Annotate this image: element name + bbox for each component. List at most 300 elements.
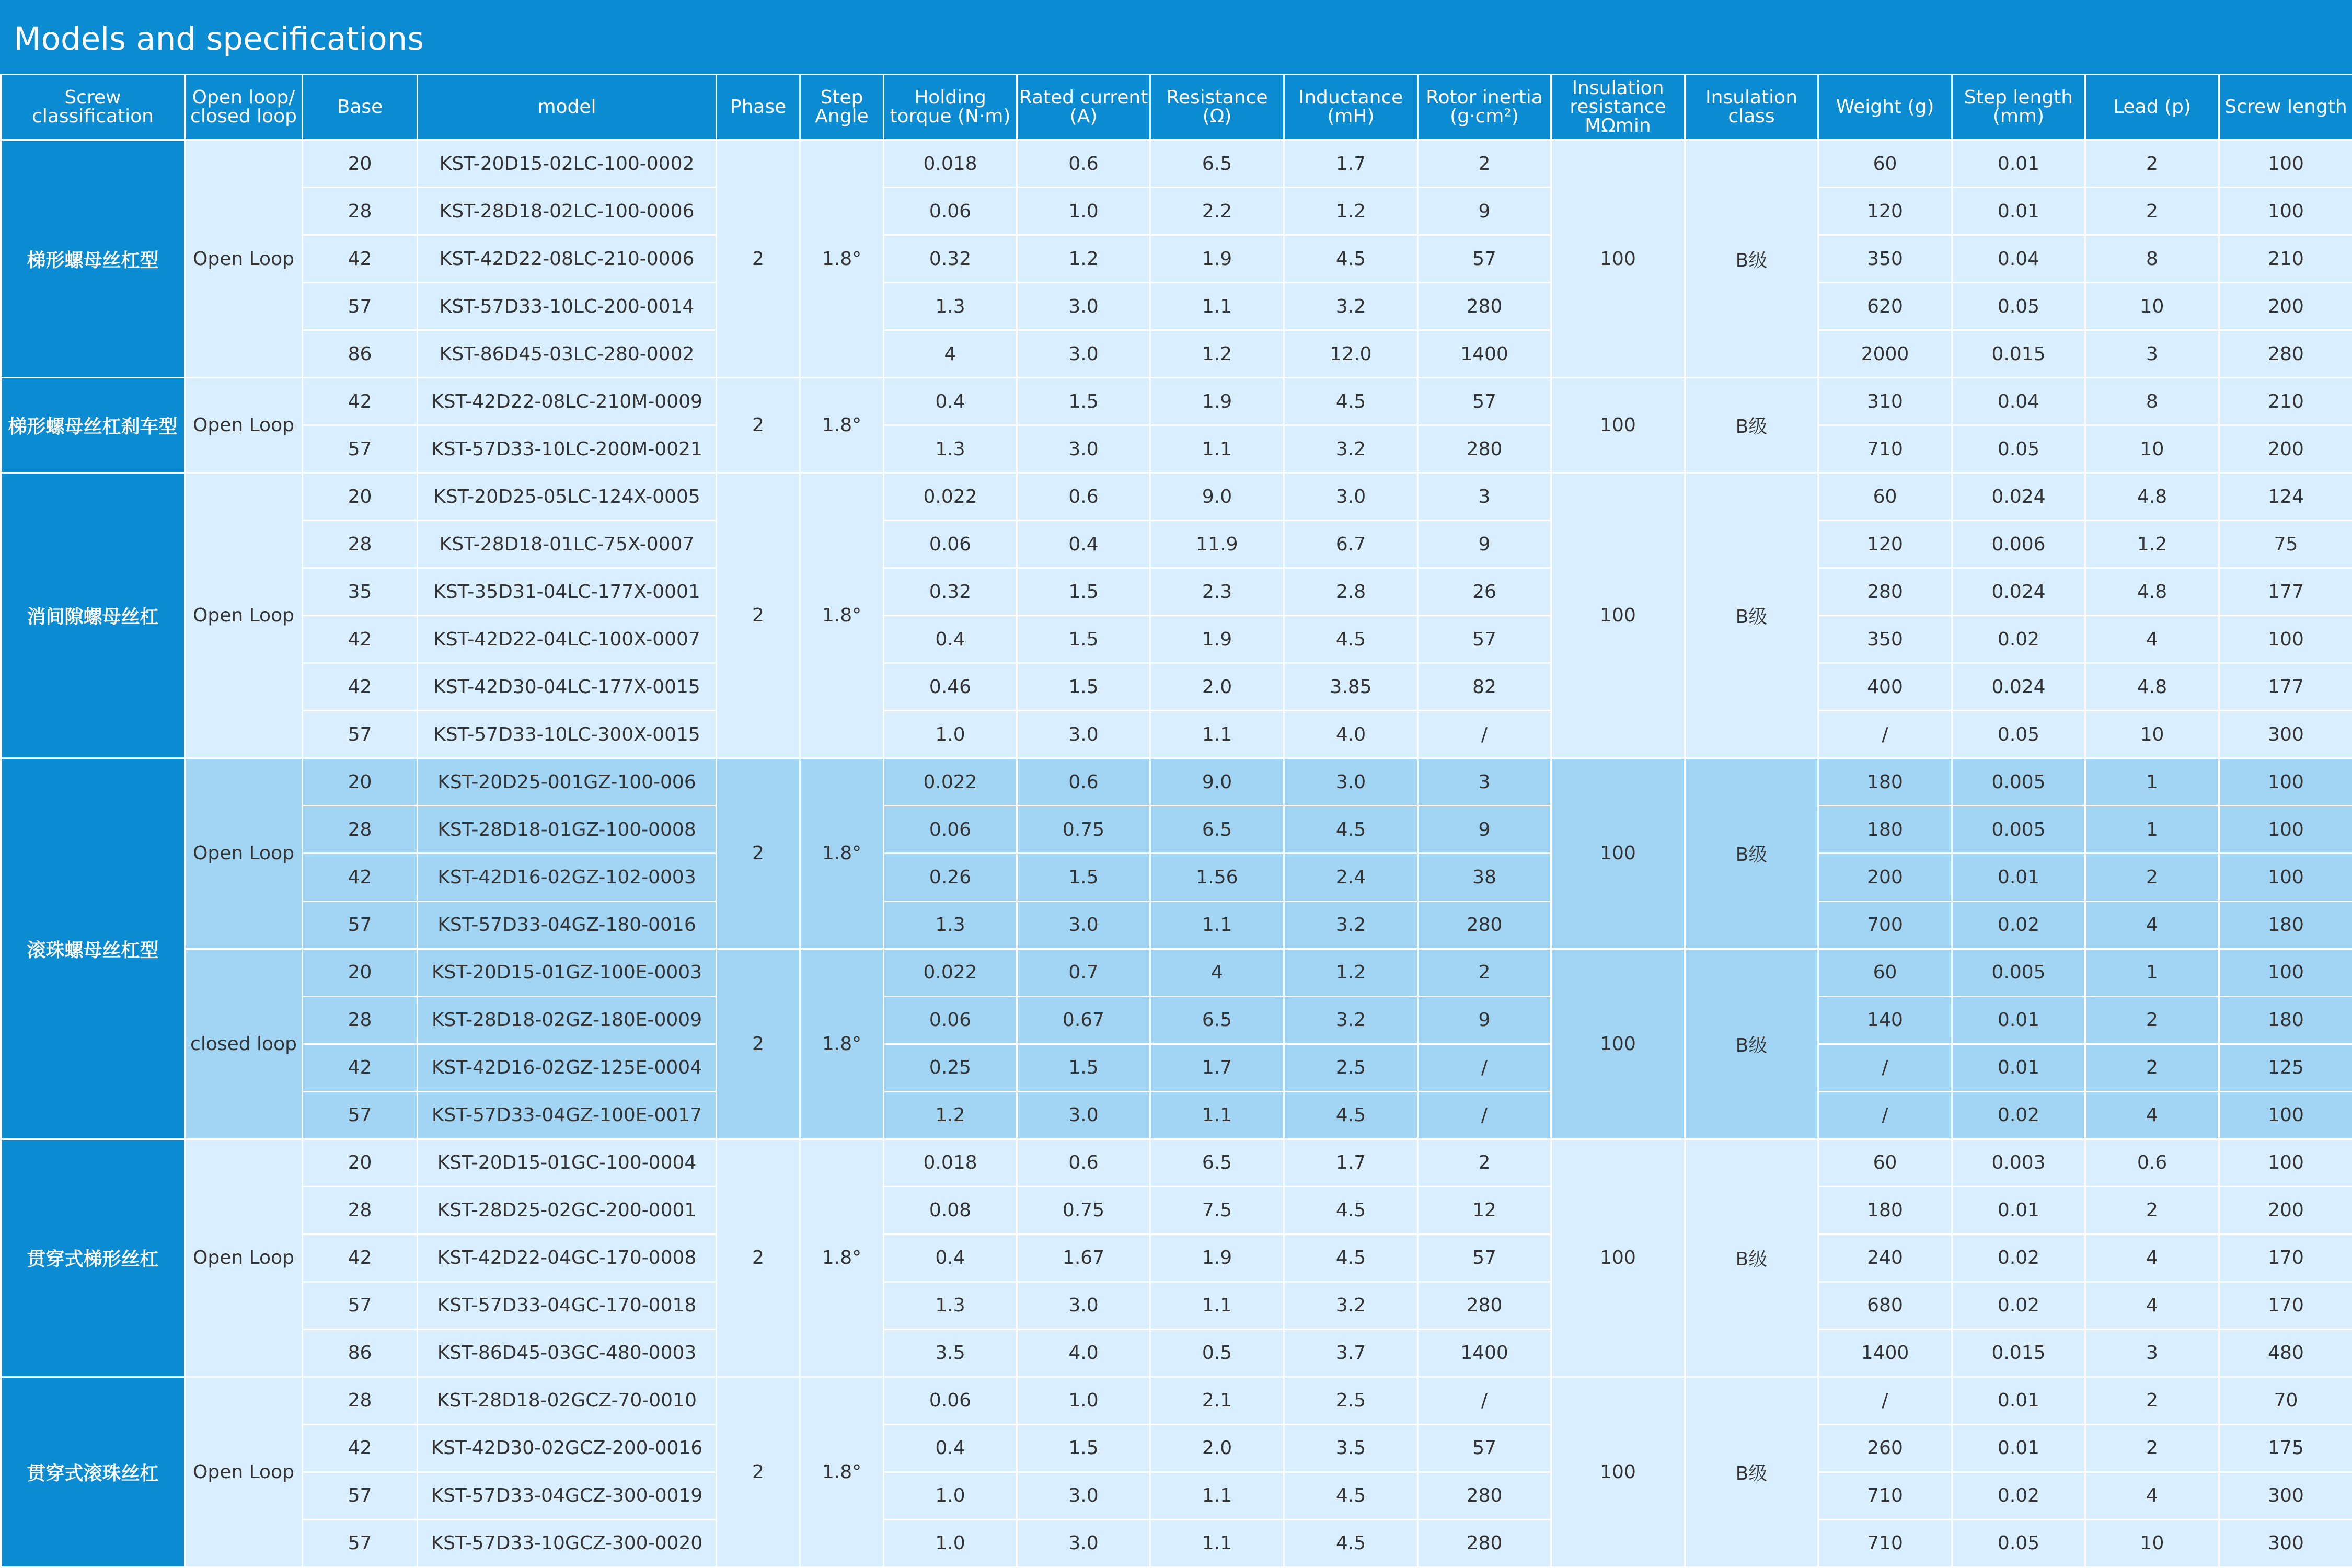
screw-length-cell: 300: [2219, 1519, 2352, 1567]
weight-cell: 1400: [1818, 1329, 1952, 1377]
weight-cell: 710: [1818, 425, 1952, 473]
lead-cell: 2: [2085, 1186, 2219, 1234]
loop-type-cell: Open Loop: [185, 378, 303, 473]
phase-cell: 2: [717, 473, 800, 758]
phase-cell: 2: [717, 949, 800, 1139]
model-cell: KST-20D25-001GZ-100-006: [418, 758, 717, 806]
step-length-cell: 0.015: [1952, 1329, 2085, 1377]
base-cell: 35: [303, 568, 418, 616]
table-row: [1, 616, 2352, 663]
step-length-cell: 0.005: [1952, 949, 2085, 996]
step-length-cell: 0.05: [1952, 283, 2085, 330]
step-angle-cell: 1.8°: [800, 378, 884, 473]
inductance-cell: 2.5: [1284, 1377, 1418, 1424]
rated-current-cell: 0.6: [1017, 758, 1150, 806]
step-length-cell: 0.006: [1952, 521, 2085, 568]
rated-current-cell: 1.5: [1017, 378, 1150, 425]
lead-cell: 2: [2085, 1044, 2219, 1091]
holding-torque-cell: 0.25: [884, 1044, 1017, 1091]
rated-current-cell: 3.0: [1017, 1472, 1150, 1519]
holding-torque-cell: 1.0: [884, 711, 1017, 758]
header-step-angle: Step Angle: [800, 75, 884, 140]
rated-current-cell: 3.0: [1017, 425, 1150, 473]
table-row: [1, 901, 2352, 949]
rotor-inertia-cell: 9: [1418, 521, 1551, 568]
screw-length-cell: 177: [2219, 663, 2352, 711]
inductance-cell: 3.85: [1284, 663, 1418, 711]
model-cell: KST-28D18-02LC-100-0006: [418, 188, 717, 235]
model-cell: KST-57D33-10LC-200M-0021: [418, 425, 717, 473]
inductance-cell: 3.5: [1284, 1424, 1418, 1472]
screw-length-cell: 124: [2219, 473, 2352, 521]
rated-current-cell: 1.5: [1017, 1424, 1150, 1472]
base-cell: 20: [303, 1139, 418, 1186]
model-cell: KST-20D15-01GC-100-0004: [418, 1139, 717, 1186]
weight-cell: 180: [1818, 758, 1952, 806]
header-model: model: [418, 75, 717, 140]
lead-cell: 8: [2085, 378, 2219, 425]
lead-cell: 1: [2085, 949, 2219, 996]
inductance-cell: 3.2: [1284, 996, 1418, 1044]
resistance-cell: 6.5: [1150, 806, 1284, 854]
model-cell: KST-20D25-05LC-124X-0005: [418, 473, 717, 521]
rotor-inertia-cell: 57: [1418, 378, 1551, 425]
rated-current-cell: 3.0: [1017, 283, 1150, 330]
step-length-cell: 0.05: [1952, 711, 2085, 758]
weight-cell: 60: [1818, 1139, 1952, 1186]
phase-cell: 2: [717, 378, 800, 473]
model-cell: KST-20D15-01GZ-100E-0003: [418, 949, 717, 996]
inductance-cell: 4.5: [1284, 1234, 1418, 1282]
holding-torque-cell: 0.018: [884, 140, 1017, 188]
rated-current-cell: 3.0: [1017, 901, 1150, 949]
lead-cell: 2: [2085, 1424, 2219, 1472]
step-length-cell: 0.04: [1952, 378, 2085, 425]
table-row: [1, 1139, 2352, 1186]
holding-torque-cell: 0.06: [884, 188, 1017, 235]
header-insulation-resistance: Insulation resistance MΩmin: [1551, 75, 1685, 140]
lead-cell: 2: [2085, 188, 2219, 235]
base-cell: 57: [303, 1472, 418, 1519]
weight-cell: 680: [1818, 1282, 1952, 1329]
holding-torque-cell: 0.018: [884, 1139, 1017, 1186]
base-cell: 57: [303, 283, 418, 330]
lead-cell: 1: [2085, 806, 2219, 854]
screw-length-cell: 100: [2219, 758, 2352, 806]
table-row: [1, 1377, 2352, 1424]
loop-type-cell: closed loop: [185, 949, 303, 1139]
table-row: [1, 1472, 2352, 1519]
step-length-cell: 0.04: [1952, 235, 2085, 283]
resistance-cell: 1.1: [1150, 1472, 1284, 1519]
resistance-cell: 2.0: [1150, 663, 1284, 711]
step-length-cell: 0.01: [1952, 140, 2085, 188]
holding-torque-cell: 1.3: [884, 283, 1017, 330]
rotor-inertia-cell: 1400: [1418, 1329, 1551, 1377]
step-length-cell: 0.003: [1952, 1139, 2085, 1186]
inductance-cell: 2.4: [1284, 854, 1418, 901]
weight-cell: 400: [1818, 663, 1952, 711]
insulation-resistance-cell: 100: [1551, 1139, 1685, 1377]
rated-current-cell: 0.7: [1017, 949, 1150, 996]
base-cell: 28: [303, 996, 418, 1044]
screw-length-cell: 200: [2219, 1186, 2352, 1234]
table-row: [1, 425, 2352, 473]
screw-length-cell: 300: [2219, 711, 2352, 758]
screw-length-cell: 480: [2219, 1329, 2352, 1377]
step-length-cell: 0.02: [1952, 1282, 2085, 1329]
screw-length-cell: 125: [2219, 1044, 2352, 1091]
resistance-cell: 1.1: [1150, 283, 1284, 330]
lead-cell: 4.8: [2085, 663, 2219, 711]
rated-current-cell: 3.0: [1017, 1091, 1150, 1139]
rotor-inertia-cell: /: [1418, 711, 1551, 758]
rated-current-cell: 0.6: [1017, 1139, 1150, 1186]
loop-type-cell: Open Loop: [185, 473, 303, 758]
holding-torque-cell: 0.26: [884, 854, 1017, 901]
rotor-inertia-cell: /: [1418, 1044, 1551, 1091]
holding-torque-cell: 1.0: [884, 1472, 1017, 1519]
resistance-cell: 11.9: [1150, 521, 1284, 568]
table-row: [1, 1091, 2352, 1139]
lead-cell: 10: [2085, 1519, 2219, 1567]
inductance-cell: 3.0: [1284, 473, 1418, 521]
inductance-cell: 4.0: [1284, 711, 1418, 758]
resistance-cell: 1.1: [1150, 1519, 1284, 1567]
header-rotor-inertia: Rotor inertia (g·cm²): [1418, 75, 1551, 140]
lead-cell: 4: [2085, 1282, 2219, 1329]
screw-length-cell: 200: [2219, 425, 2352, 473]
lead-cell: 10: [2085, 283, 2219, 330]
table-row: [1, 1329, 2352, 1377]
base-cell: 20: [303, 140, 418, 188]
weight-cell: 710: [1818, 1472, 1952, 1519]
model-cell: KST-28D18-02GCZ-70-0010: [418, 1377, 717, 1424]
base-cell: 28: [303, 521, 418, 568]
table-row: [1, 1044, 2352, 1091]
weight-cell: /: [1818, 1044, 1952, 1091]
header-screw-length: Screw length: [2219, 75, 2352, 140]
model-cell: KST-42D22-08LC-210M-0009: [418, 378, 717, 425]
screw-length-cell: 300: [2219, 1472, 2352, 1519]
phase-cell: 2: [717, 1377, 800, 1567]
rotor-inertia-cell: 57: [1418, 616, 1551, 663]
inductance-cell: 1.7: [1284, 140, 1418, 188]
header-inductance: Inductance (mH): [1284, 75, 1418, 140]
inductance-cell: 4.5: [1284, 378, 1418, 425]
weight-cell: 60: [1818, 949, 1952, 996]
rated-current-cell: 1.2: [1017, 235, 1150, 283]
rated-current-cell: 1.0: [1017, 188, 1150, 235]
holding-torque-cell: 0.4: [884, 1424, 1017, 1472]
holding-torque-cell: 0.4: [884, 378, 1017, 425]
inductance-cell: 4.5: [1284, 1472, 1418, 1519]
model-cell: KST-42D22-04GC-170-0008: [418, 1234, 717, 1282]
lead-cell: 8: [2085, 235, 2219, 283]
inductance-cell: 4.5: [1284, 235, 1418, 283]
rated-current-cell: 1.5: [1017, 616, 1150, 663]
base-cell: 20: [303, 473, 418, 521]
page-title: Models and specifications: [0, 0, 2352, 74]
screw-classification-cell: 梯形螺母丝杠型: [1, 140, 185, 378]
rotor-inertia-cell: 2: [1418, 1139, 1551, 1186]
table-row: [1, 378, 2352, 425]
rotor-inertia-cell: 280: [1418, 901, 1551, 949]
insulation-resistance-cell: 100: [1551, 473, 1685, 758]
inductance-cell: 2.5: [1284, 1044, 1418, 1091]
model-cell: KST-35D31-04LC-177X-0001: [418, 568, 717, 616]
step-length-cell: 0.024: [1952, 568, 2085, 616]
screw-classification-cell: 贯穿式滚珠丝杠: [1, 1377, 185, 1567]
resistance-cell: 6.5: [1150, 1139, 1284, 1186]
screw-length-cell: 180: [2219, 996, 2352, 1044]
rated-current-cell: 1.5: [1017, 568, 1150, 616]
holding-torque-cell: 0.08: [884, 1186, 1017, 1234]
holding-torque-cell: 3.5: [884, 1329, 1017, 1377]
resistance-cell: 9.0: [1150, 758, 1284, 806]
lead-cell: 10: [2085, 425, 2219, 473]
table-row: [1, 854, 2352, 901]
rated-current-cell: 0.75: [1017, 806, 1150, 854]
table-row: [1, 1519, 2352, 1567]
weight-cell: 350: [1818, 235, 1952, 283]
header-holding-torque: Holding torque (N·m): [884, 75, 1017, 140]
lead-cell: 4: [2085, 1234, 2219, 1282]
rated-current-cell: 1.67: [1017, 1234, 1150, 1282]
header-row: [1, 75, 2352, 140]
resistance-cell: 1.9: [1150, 1234, 1284, 1282]
step-length-cell: 0.01: [1952, 1424, 2085, 1472]
rotor-inertia-cell: 57: [1418, 235, 1551, 283]
phase-cell: 2: [717, 758, 800, 949]
resistance-cell: 1.1: [1150, 425, 1284, 473]
lead-cell: 1.2: [2085, 521, 2219, 568]
holding-torque-cell: 0.022: [884, 758, 1017, 806]
inductance-cell: 4.5: [1284, 1186, 1418, 1234]
resistance-cell: 1.9: [1150, 616, 1284, 663]
lead-cell: 1: [2085, 758, 2219, 806]
screw-classification-cell: 梯形螺母丝杠刹车型: [1, 378, 185, 473]
step-length-cell: 0.015: [1952, 330, 2085, 378]
screw-length-cell: 100: [2219, 188, 2352, 235]
table-row: [1, 1234, 2352, 1282]
screw-length-cell: 170: [2219, 1234, 2352, 1282]
model-cell: KST-20D15-02LC-100-0002: [418, 140, 717, 188]
model-cell: KST-28D18-01GZ-100-0008: [418, 806, 717, 854]
lead-cell: 2: [2085, 854, 2219, 901]
holding-torque-cell: 0.32: [884, 235, 1017, 283]
rotor-inertia-cell: 9: [1418, 996, 1551, 1044]
holding-torque-cell: 0.06: [884, 521, 1017, 568]
weight-cell: 280: [1818, 568, 1952, 616]
step-angle-cell: 1.8°: [800, 758, 884, 949]
resistance-cell: 1.56: [1150, 854, 1284, 901]
resistance-cell: 4: [1150, 949, 1284, 996]
screw-length-cell: 180: [2219, 901, 2352, 949]
table-row: [1, 235, 2352, 283]
inductance-cell: 12.0: [1284, 330, 1418, 378]
screw-length-cell: 100: [2219, 806, 2352, 854]
weight-cell: 240: [1818, 1234, 1952, 1282]
model-cell: KST-28D18-01LC-75X-0007: [418, 521, 717, 568]
base-cell: 28: [303, 806, 418, 854]
weight-cell: 620: [1818, 283, 1952, 330]
header-step-length: Step length (mm): [1952, 75, 2085, 140]
inductance-cell: 4.5: [1284, 1519, 1418, 1567]
table-row: [1, 330, 2352, 378]
lead-cell: 4: [2085, 616, 2219, 663]
screw-length-cell: 200: [2219, 283, 2352, 330]
weight-cell: /: [1818, 1091, 1952, 1139]
rotor-inertia-cell: 57: [1418, 1424, 1551, 1472]
screw-length-cell: 100: [2219, 854, 2352, 901]
rotor-inertia-cell: 3: [1418, 473, 1551, 521]
lead-cell: 4: [2085, 901, 2219, 949]
screw-classification-cell: 消间隙螺母丝杠: [1, 473, 185, 758]
loop-type-cell: Open Loop: [185, 1139, 303, 1377]
table-row: [1, 283, 2352, 330]
model-cell: KST-86D45-03GC-480-0003: [418, 1329, 717, 1377]
base-cell: 42: [303, 378, 418, 425]
step-length-cell: 0.02: [1952, 1091, 2085, 1139]
rated-current-cell: 0.75: [1017, 1186, 1150, 1234]
holding-torque-cell: 0.022: [884, 473, 1017, 521]
table-row: [1, 758, 2352, 806]
resistance-cell: 1.7: [1150, 1044, 1284, 1091]
table-row: [1, 140, 2352, 188]
screw-length-cell: 100: [2219, 616, 2352, 663]
step-angle-cell: 1.8°: [800, 1377, 884, 1567]
weight-cell: 350: [1818, 616, 1952, 663]
base-cell: 20: [303, 758, 418, 806]
step-length-cell: 0.02: [1952, 1472, 2085, 1519]
rotor-inertia-cell: 280: [1418, 1282, 1551, 1329]
step-length-cell: 0.005: [1952, 758, 2085, 806]
base-cell: 28: [303, 188, 418, 235]
lead-cell: 2: [2085, 1377, 2219, 1424]
rotor-inertia-cell: 2: [1418, 949, 1551, 996]
loop-type-cell: Open Loop: [185, 758, 303, 949]
holding-torque-cell: 1.2: [884, 1091, 1017, 1139]
step-length-cell: 0.01: [1952, 1377, 2085, 1424]
holding-torque-cell: 1.3: [884, 425, 1017, 473]
weight-cell: 140: [1818, 996, 1952, 1044]
model-cell: KST-57D33-04GC-170-0018: [418, 1282, 717, 1329]
insulation-resistance-cell: 100: [1551, 1377, 1685, 1567]
model-cell: KST-86D45-03LC-280-0002: [418, 330, 717, 378]
resistance-cell: 1.9: [1150, 235, 1284, 283]
table-row: [1, 949, 2352, 996]
insulation-class-cell: B级: [1685, 758, 1818, 949]
model-cell: KST-42D22-04LC-100X-0007: [418, 616, 717, 663]
header-rated-current: Rated current (A): [1017, 75, 1150, 140]
screw-classification-cell: 滚珠螺母丝杠型: [1, 758, 185, 1139]
weight-cell: 120: [1818, 188, 1952, 235]
model-cell: KST-57D33-10GCZ-300-0020: [418, 1519, 717, 1567]
insulation-class-cell: B级: [1685, 378, 1818, 473]
model-cell: KST-57D33-10LC-300X-0015: [418, 711, 717, 758]
holding-torque-cell: 0.4: [884, 616, 1017, 663]
weight-cell: 700: [1818, 901, 1952, 949]
insulation-resistance-cell: 100: [1551, 758, 1685, 949]
header-screw-classification: Screw classification: [1, 75, 185, 140]
screw-length-cell: 100: [2219, 140, 2352, 188]
base-cell: 20: [303, 949, 418, 996]
rotor-inertia-cell: 3: [1418, 758, 1551, 806]
inductance-cell: 3.2: [1284, 1282, 1418, 1329]
inductance-cell: 4.5: [1284, 616, 1418, 663]
weight-cell: 60: [1818, 140, 1952, 188]
lead-cell: 2: [2085, 996, 2219, 1044]
inductance-cell: 3.7: [1284, 1329, 1418, 1377]
inductance-cell: 6.7: [1284, 521, 1418, 568]
inductance-cell: 1.2: [1284, 188, 1418, 235]
weight-cell: /: [1818, 1377, 1952, 1424]
screw-length-cell: 70: [2219, 1377, 2352, 1424]
lead-cell: 2: [2085, 140, 2219, 188]
step-length-cell: 0.01: [1952, 188, 2085, 235]
rated-current-cell: 0.6: [1017, 473, 1150, 521]
model-cell: KST-42D16-02GZ-102-0003: [418, 854, 717, 901]
rotor-inertia-cell: 12: [1418, 1186, 1551, 1234]
screw-length-cell: 100: [2219, 1091, 2352, 1139]
resistance-cell: 1.1: [1150, 1282, 1284, 1329]
holding-torque-cell: 1.3: [884, 1282, 1017, 1329]
lead-cell: 10: [2085, 711, 2219, 758]
model-cell: KST-57D33-04GZ-180-0016: [418, 901, 717, 949]
screw-length-cell: 210: [2219, 378, 2352, 425]
holding-torque-cell: 0.06: [884, 1377, 1017, 1424]
model-cell: KST-28D18-02GZ-180E-0009: [418, 996, 717, 1044]
rated-current-cell: 1.5: [1017, 1044, 1150, 1091]
rated-current-cell: 1.5: [1017, 663, 1150, 711]
rotor-inertia-cell: 82: [1418, 663, 1551, 711]
base-cell: 57: [303, 425, 418, 473]
screw-length-cell: 100: [2219, 949, 2352, 996]
holding-torque-cell: 0.32: [884, 568, 1017, 616]
base-cell: 86: [303, 330, 418, 378]
rated-current-cell: 3.0: [1017, 330, 1150, 378]
step-angle-cell: 1.8°: [800, 1139, 884, 1377]
table-row: [1, 1186, 2352, 1234]
base-cell: 42: [303, 616, 418, 663]
rated-current-cell: 1.5: [1017, 854, 1150, 901]
specifications-table: [0, 74, 2352, 1568]
rated-current-cell: 0.67: [1017, 996, 1150, 1044]
resistance-cell: 1.1: [1150, 901, 1284, 949]
model-cell: KST-57D33-10LC-200-0014: [418, 283, 717, 330]
lead-cell: 0.6: [2085, 1139, 2219, 1186]
model-cell: KST-42D30-04LC-177X-0015: [418, 663, 717, 711]
rotor-inertia-cell: 280: [1418, 1519, 1551, 1567]
screw-classification-cell: 贯穿式梯形丝杠: [1, 1139, 185, 1377]
step-length-cell: 0.05: [1952, 1519, 2085, 1567]
weight-cell: 2000: [1818, 330, 1952, 378]
step-length-cell: 0.02: [1952, 616, 2085, 663]
model-cell: KST-42D22-08LC-210-0006: [418, 235, 717, 283]
weight-cell: 60: [1818, 473, 1952, 521]
weight-cell: 120: [1818, 521, 1952, 568]
resistance-cell: 2.3: [1150, 568, 1284, 616]
screw-length-cell: 170: [2219, 1282, 2352, 1329]
rated-current-cell: 3.0: [1017, 711, 1150, 758]
model-cell: KST-57D33-04GCZ-300-0019: [418, 1472, 717, 1519]
resistance-cell: 0.5: [1150, 1329, 1284, 1377]
table-row: [1, 1282, 2352, 1329]
table-row: [1, 188, 2352, 235]
resistance-cell: 9.0: [1150, 473, 1284, 521]
resistance-cell: 2.2: [1150, 188, 1284, 235]
